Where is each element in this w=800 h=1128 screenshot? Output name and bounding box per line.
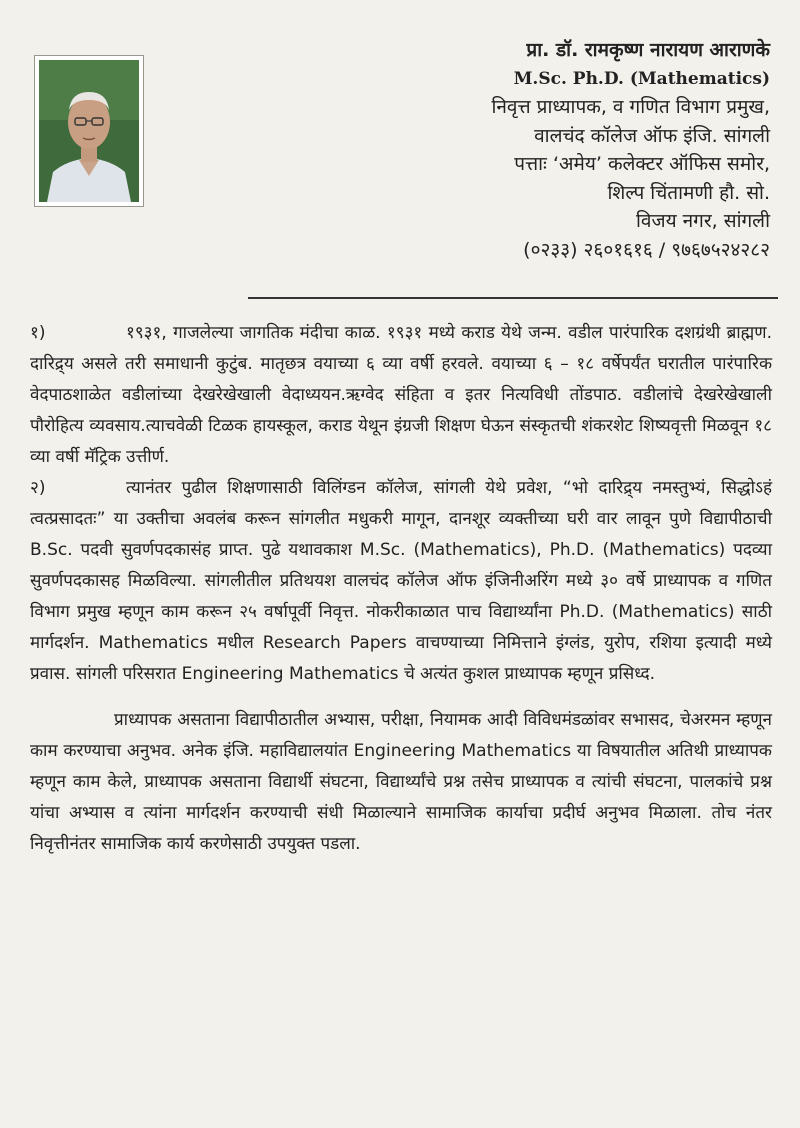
address-line-3: विजय नगर, सांगली <box>635 210 770 232</box>
paragraph-2 <box>30 473 772 690</box>
paragraph-text: १९३१, गाजलेल्या जागतिक मंदीचा काळ. १९३१ मध्ये कराड येथे जन्म. वडील पारंपारिक दशग्रंथी ब्राह्मण. दारिद्र्य असले तरी समाधानी कुटुंब. मातृछत्र वयाच्या ६ व्या वर्षी हरवले. वयाच्या ६ – १८ वर्षेपर्यंत घरातील पारंपारिक वेदपाठशाळेत वडीलांच्या देखरेखेखाली वेदाध्ययन.ऋग्वेद संहिता व इतर नित्यविधी तोंडपाठ. वडीलांचे देखरेखेखाली पौरोहित्य व्यवसाय.त्याचवेळी टिळक हायस्कूल, कराड येथून इंग्रजी शिक्षण घेऊन संस्कृतची शंकरशेट शिष्यवृत्ती मिळवून १८ व्या वर्षी मॅट्रिक उत्तीर्ण. <box>30 323 772 467</box>
author-degree: M.Sc. Ph.D. (Mathematics) <box>513 68 770 89</box>
author-position: निवृत्त प्राध्यापक, व गणित विभाग प्रमुख, <box>491 96 770 118</box>
paragraph-3 <box>30 705 772 860</box>
paragraph-1 <box>30 318 772 473</box>
letter-body <box>30 318 772 860</box>
portrait-photo <box>34 55 144 207</box>
paragraph-text: त्यानंतर पुढील शिक्षणासाठी विलिंग्डन कॉलेज, सांगली येथे प्रवेश, “भो दारिद्र्य नमस्तुभ्यं, सिद्धोऽहं त्वत्प्रसादतः” या उक्तीचा अवलंब करून सांगलीत मधुकरी मागून, दानशूर व्यक्तीच्या घरी वार लावून पुणे विद्यापीठाची B.Sc. पदवी सुवर्णपदकासंह प्राप्त. पुढे यथावकाश M.Sc. (Mathematics), Ph.D. (Mathematics) पदव्या सुवर्णपदकासह मिळविल्या. सांगलीतील प्रतिथयश वालचंद कॉलेज ऑफ इंजिनीअरिंग मध्ये ३० वर्षे प्राध्यापक व गणित विभाग प्रमुख म्हणून काम करून २५ वर्षापूर्वी निवृत्त. नोकरीकाळात पाच विद्यार्थ्यांना Ph.D. (Mathematics) साठी मार्गदर्शन. Mathematics मधील Research Papers वाचण्याच्या निमित्ताने इंग्लंड, युरोप, रशिया इत्यादी मध्ये प्रवास. सांगली परिसरात Engineering Mathematics चे अत्यंत कुशल प्राध्यापक म्हणून प्रसिध्द. <box>30 478 772 684</box>
letterhead <box>330 36 770 264</box>
paragraph-number: १) <box>30 323 46 343</box>
paragraph-number: २) <box>30 478 46 498</box>
address-line-1: पत्ताः ‘अमेय’ कलेक्टर ऑफिस समोर, <box>514 153 770 175</box>
portrait-image <box>39 60 139 202</box>
phone-number: (०२३३) २६०१६१६ / ९७६७५२४२८२ <box>523 238 770 261</box>
author-name: प्रा. डॉ. रामकृष्ण नारायण आराणके <box>526 39 770 61</box>
header-divider <box>248 297 778 299</box>
address-line-2: शिल्प चिंतामणी हौ. सो. <box>607 181 770 204</box>
paragraph-text: प्राध्यापक असताना विद्यापीठातील अभ्यास, परीक्षा, नियामक आदी विविधमंडळांवर सभासद, चेअरमन म्हणून काम करण्याचा अनुभव. अनेक इंजि. महाविद्यालयांत Engineering Mathematics या विषयातील अतिथी प्राध्यापक म्हणून काम केले, प्राध्यापक असताना विद्यार्थी संघटना, विद्यार्थ्यांचे प्रश्न तसेच प्राध्यापक व त्यांची संघटना, पालकांचे प्रश्न यांचा अभ्यास व त्यांना मार्गदर्शन करण्याची संधी मिळाल्याने सामाजिक कार्याचा प्रदीर्घ अनुभव मिळाला. तोच नंतर निवृत्तीनंतर सामाजिक कार्य करणेसाठी उपयुक्त पडला. <box>30 710 772 854</box>
author-college: वालचंद कॉलेज ऑफ इंजि. सांगली <box>534 124 770 147</box>
